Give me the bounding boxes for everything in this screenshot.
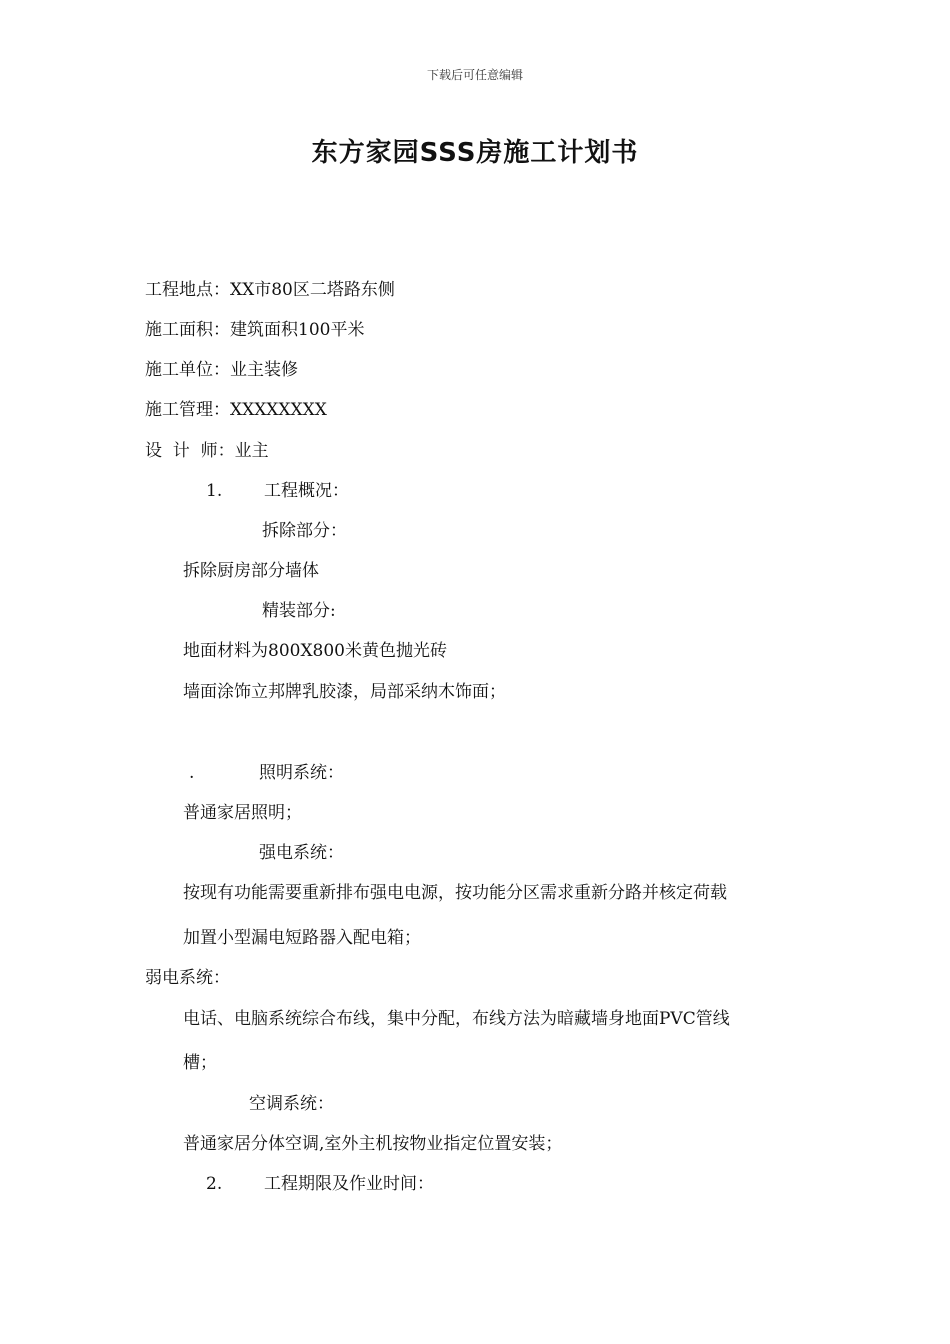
info-value: 业主 [234, 441, 269, 461]
lighting-text: 普通家居照明； [183, 803, 302, 823]
info-value: XXXXXXXX [230, 400, 327, 420]
finishing-floor-text: 地面材料为800X800米黄色抛光砖 [183, 641, 447, 661]
info-value: 业主装修 [230, 360, 298, 380]
info-value: XX市80区二塔路东侧 [230, 280, 395, 300]
demolition-text: 拆除厨房部分墙体 [183, 561, 319, 581]
weak-current-heading: 弱电系统： [145, 968, 230, 988]
bullet: . [189, 763, 195, 783]
section2-heading [206, 1173, 434, 1195]
info-value: 建筑面积100平米 [230, 320, 365, 340]
demolition-heading: 拆除部分： [262, 521, 347, 541]
section-number: 2. [206, 1174, 223, 1194]
info-location [145, 279, 395, 301]
info-designer [145, 440, 269, 462]
header-note: 下载后可任意编辑 [426, 68, 523, 82]
ac-text: 普通家居分体空调,室外主机按物业指定位置安装； [183, 1134, 563, 1154]
section-number: 1. [206, 481, 223, 501]
info-management [145, 399, 327, 421]
document-title: 东方家园SSS房施工计划书 [311, 138, 639, 168]
power-heading: 强电系统： [259, 843, 344, 863]
info-label: 施工单位： [145, 360, 230, 380]
info-area [145, 319, 364, 341]
info-contractor [145, 359, 298, 381]
lighting-heading [189, 762, 344, 784]
info-label: 工程地点： [145, 280, 230, 300]
info-label: 设 计 师： [145, 441, 235, 461]
weak-current-text-2: 槽； [183, 1053, 217, 1073]
info-label: 施工面积： [145, 320, 230, 340]
finishing-heading: 精装部分: [262, 601, 336, 621]
power-text-2: 加置小型漏电短路器入配电箱； [183, 928, 421, 948]
section-title: 工程期限及作业时间： [264, 1174, 434, 1194]
section-title: 工程概况： [264, 481, 349, 501]
section1-heading [206, 480, 349, 502]
finishing-wall-text: 墙面涂饰立邦牌乳胶漆，局部采纳木饰面； [183, 682, 506, 702]
info-label: 施工管理： [145, 400, 230, 420]
power-text-1: 按现有功能需要重新排布强电电源，按功能分区需求重新分路并核定荷载 [183, 883, 727, 903]
weak-current-text-1: 电话、电脑系统综合布线，集中分配，布线方法为暗藏墙身地面PVC管线 [183, 1009, 730, 1029]
ac-heading: 空调系统： [249, 1094, 334, 1114]
lighting-title: 照明系统： [259, 763, 344, 783]
